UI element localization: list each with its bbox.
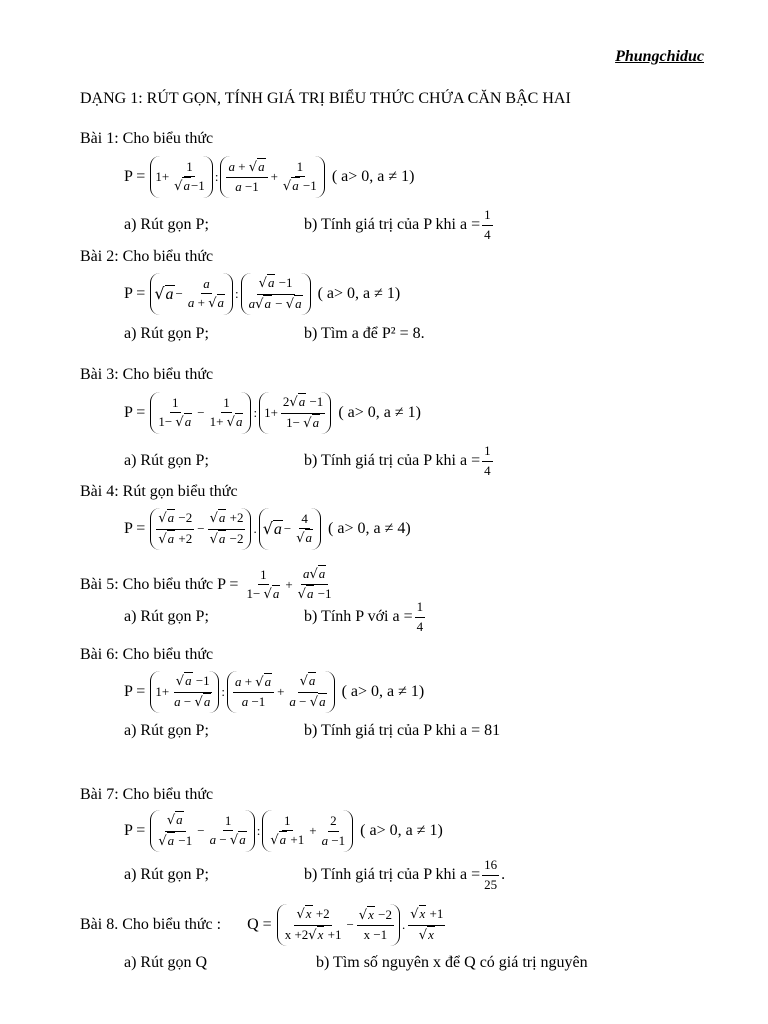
problem-6-formula: P = 1+ $\frac{√a -1}{a - √a}$ : $\frac{a + √a}{a -1}$ + $\frac{√a}{a - √a}$ ( a> 0, a ≠ 1) bbox=[124, 671, 424, 713]
problem-8-part-a: a) Rút gọn Q bbox=[124, 954, 208, 971]
problem-7-heading: Bài 7: Cho biểu thức bbox=[80, 786, 214, 803]
problem-7-formula: P = $\frac{√a}{√a -1}$ − $\frac{1}{a - √a}$ : $\frac{1}{√a +1}$ + $\frac{2}{a -1}$ ( a> 0, a ≠ 1) bbox=[124, 810, 443, 852]
problem-7-part-b-tail: . bbox=[501, 866, 506, 883]
problem-6-part-a: a) Rút gọn P; bbox=[124, 722, 209, 739]
problem-6-condition: ( a> 0, a ≠ 1) bbox=[341, 683, 425, 700]
problem-2-condition: ( a> 0, a ≠ 1) bbox=[317, 285, 401, 302]
section-title: DẠNG 1: RÚT GỌN, TÍNH GIÁ TRỊ BIỂU THỨC CHỨA CĂN BẬC HAI bbox=[80, 90, 571, 107]
problem-5-part-b: b) Tính P với a = bbox=[304, 608, 413, 625]
problem-8-heading: Bài 8. Cho biểu thức : bbox=[80, 916, 222, 933]
problem-3-formula: P = $\frac{1}{1- √a}$ − $\frac{1}{1+ √a}$ : 1+ $\frac{2√a -1}{1- √a}$ ( a> 0, a ≠ 1) bbox=[124, 392, 421, 434]
problem-7-part-b-fraction: $\frac{16}{25}$ bbox=[484, 857, 498, 892]
problem-4-formula: P = $\frac{√a -2}{√a +2}$ − $\frac{√a +2}{√a -2}$ . √a − $\frac{4}{√a}$ ( a> 0, a ≠ 4) bbox=[124, 508, 411, 550]
problem-1-formula: P = 1+ $\frac{1}{√a-1}$ : $\frac{a + √a}{a -1}$ + $\frac{1}{√a -1}$ ( a> 0, a ≠ 1) bbox=[124, 156, 414, 198]
problem-3-part-b: b) Tính giá trị của P khi a = bbox=[304, 452, 481, 469]
problem-7-part-b: b) Tính giá trị của P khi a = bbox=[304, 866, 481, 883]
problem-5-part-a: a) Rút gọn P; bbox=[124, 608, 209, 625]
problem-7-part-a: a) Rút gọn P; bbox=[124, 866, 209, 883]
problem-6-part-b: b) Tính giá trị của P khi a = 81 bbox=[304, 722, 501, 739]
problem-3-part-b-fraction: $\frac{1}{4}$ bbox=[484, 443, 491, 478]
problem-3-condition: ( a> 0, a ≠ 1) bbox=[338, 404, 421, 421]
problem-1-part-b-fraction: $\frac{1}{4}$ bbox=[484, 207, 491, 242]
problem-7-condition: ( a> 0, a ≠ 1) bbox=[360, 822, 443, 839]
problem-5-heading: Bài 5: Cho biểu thức P = bbox=[80, 575, 239, 593]
problem-1-part-a: a) Rút gọn P; bbox=[124, 216, 209, 233]
problem-8-part-b: b) Tìm số nguyên x để Q có giá trị nguyên bbox=[316, 954, 588, 971]
problem-3-part-a: a) Rút gọn P; bbox=[124, 452, 209, 469]
problem-2-part-b: b) Tìm a để P² = 8. bbox=[304, 325, 425, 342]
problem-2-part-a: a) Rút gọn P; bbox=[124, 325, 209, 342]
problem-1-condition: ( a> 0, a ≠ 1) bbox=[331, 168, 415, 185]
problem-8-line: Bài 8. Cho biểu thức : Q = $\frac{√x +2}{x +2√x +1}$ − $\frac{√x -2}{x -1}$ . $\frac{√x +1}{√x}$ bbox=[80, 904, 447, 946]
problem-2-heading: Bài 2: Cho biểu thức bbox=[80, 248, 214, 265]
problem-2-formula: P = √a − $\frac{a}{a + √a}$ : $\frac{√a -1}{a√a - √a}$ ( a> 0, a ≠ 1) bbox=[124, 273, 400, 315]
problem-4-heading: Bài 4: Rút gọn biểu thức bbox=[80, 483, 238, 500]
problem-4-condition: ( a> 0, a ≠ 4) bbox=[328, 520, 411, 537]
problem-5-line: Bài 5: Cho biểu thức P = $\frac{1}{1- √a}$ + $\frac{a√a}{√a -1}$ bbox=[80, 566, 332, 603]
problem-6-heading: Bài 6: Cho biểu thức bbox=[80, 646, 214, 663]
problem-1-heading: Bài 1: Cho biểu thức bbox=[80, 130, 214, 147]
problem-5-part-b-fraction: $\frac{1}{4}$ bbox=[416, 599, 424, 634]
problem-3-heading: Bài 3: Cho biểu thức bbox=[80, 366, 214, 383]
author-name: Phungchiduc bbox=[615, 48, 704, 65]
problem-1-part-b: b) Tính giá trị của P khi a = bbox=[304, 216, 481, 233]
